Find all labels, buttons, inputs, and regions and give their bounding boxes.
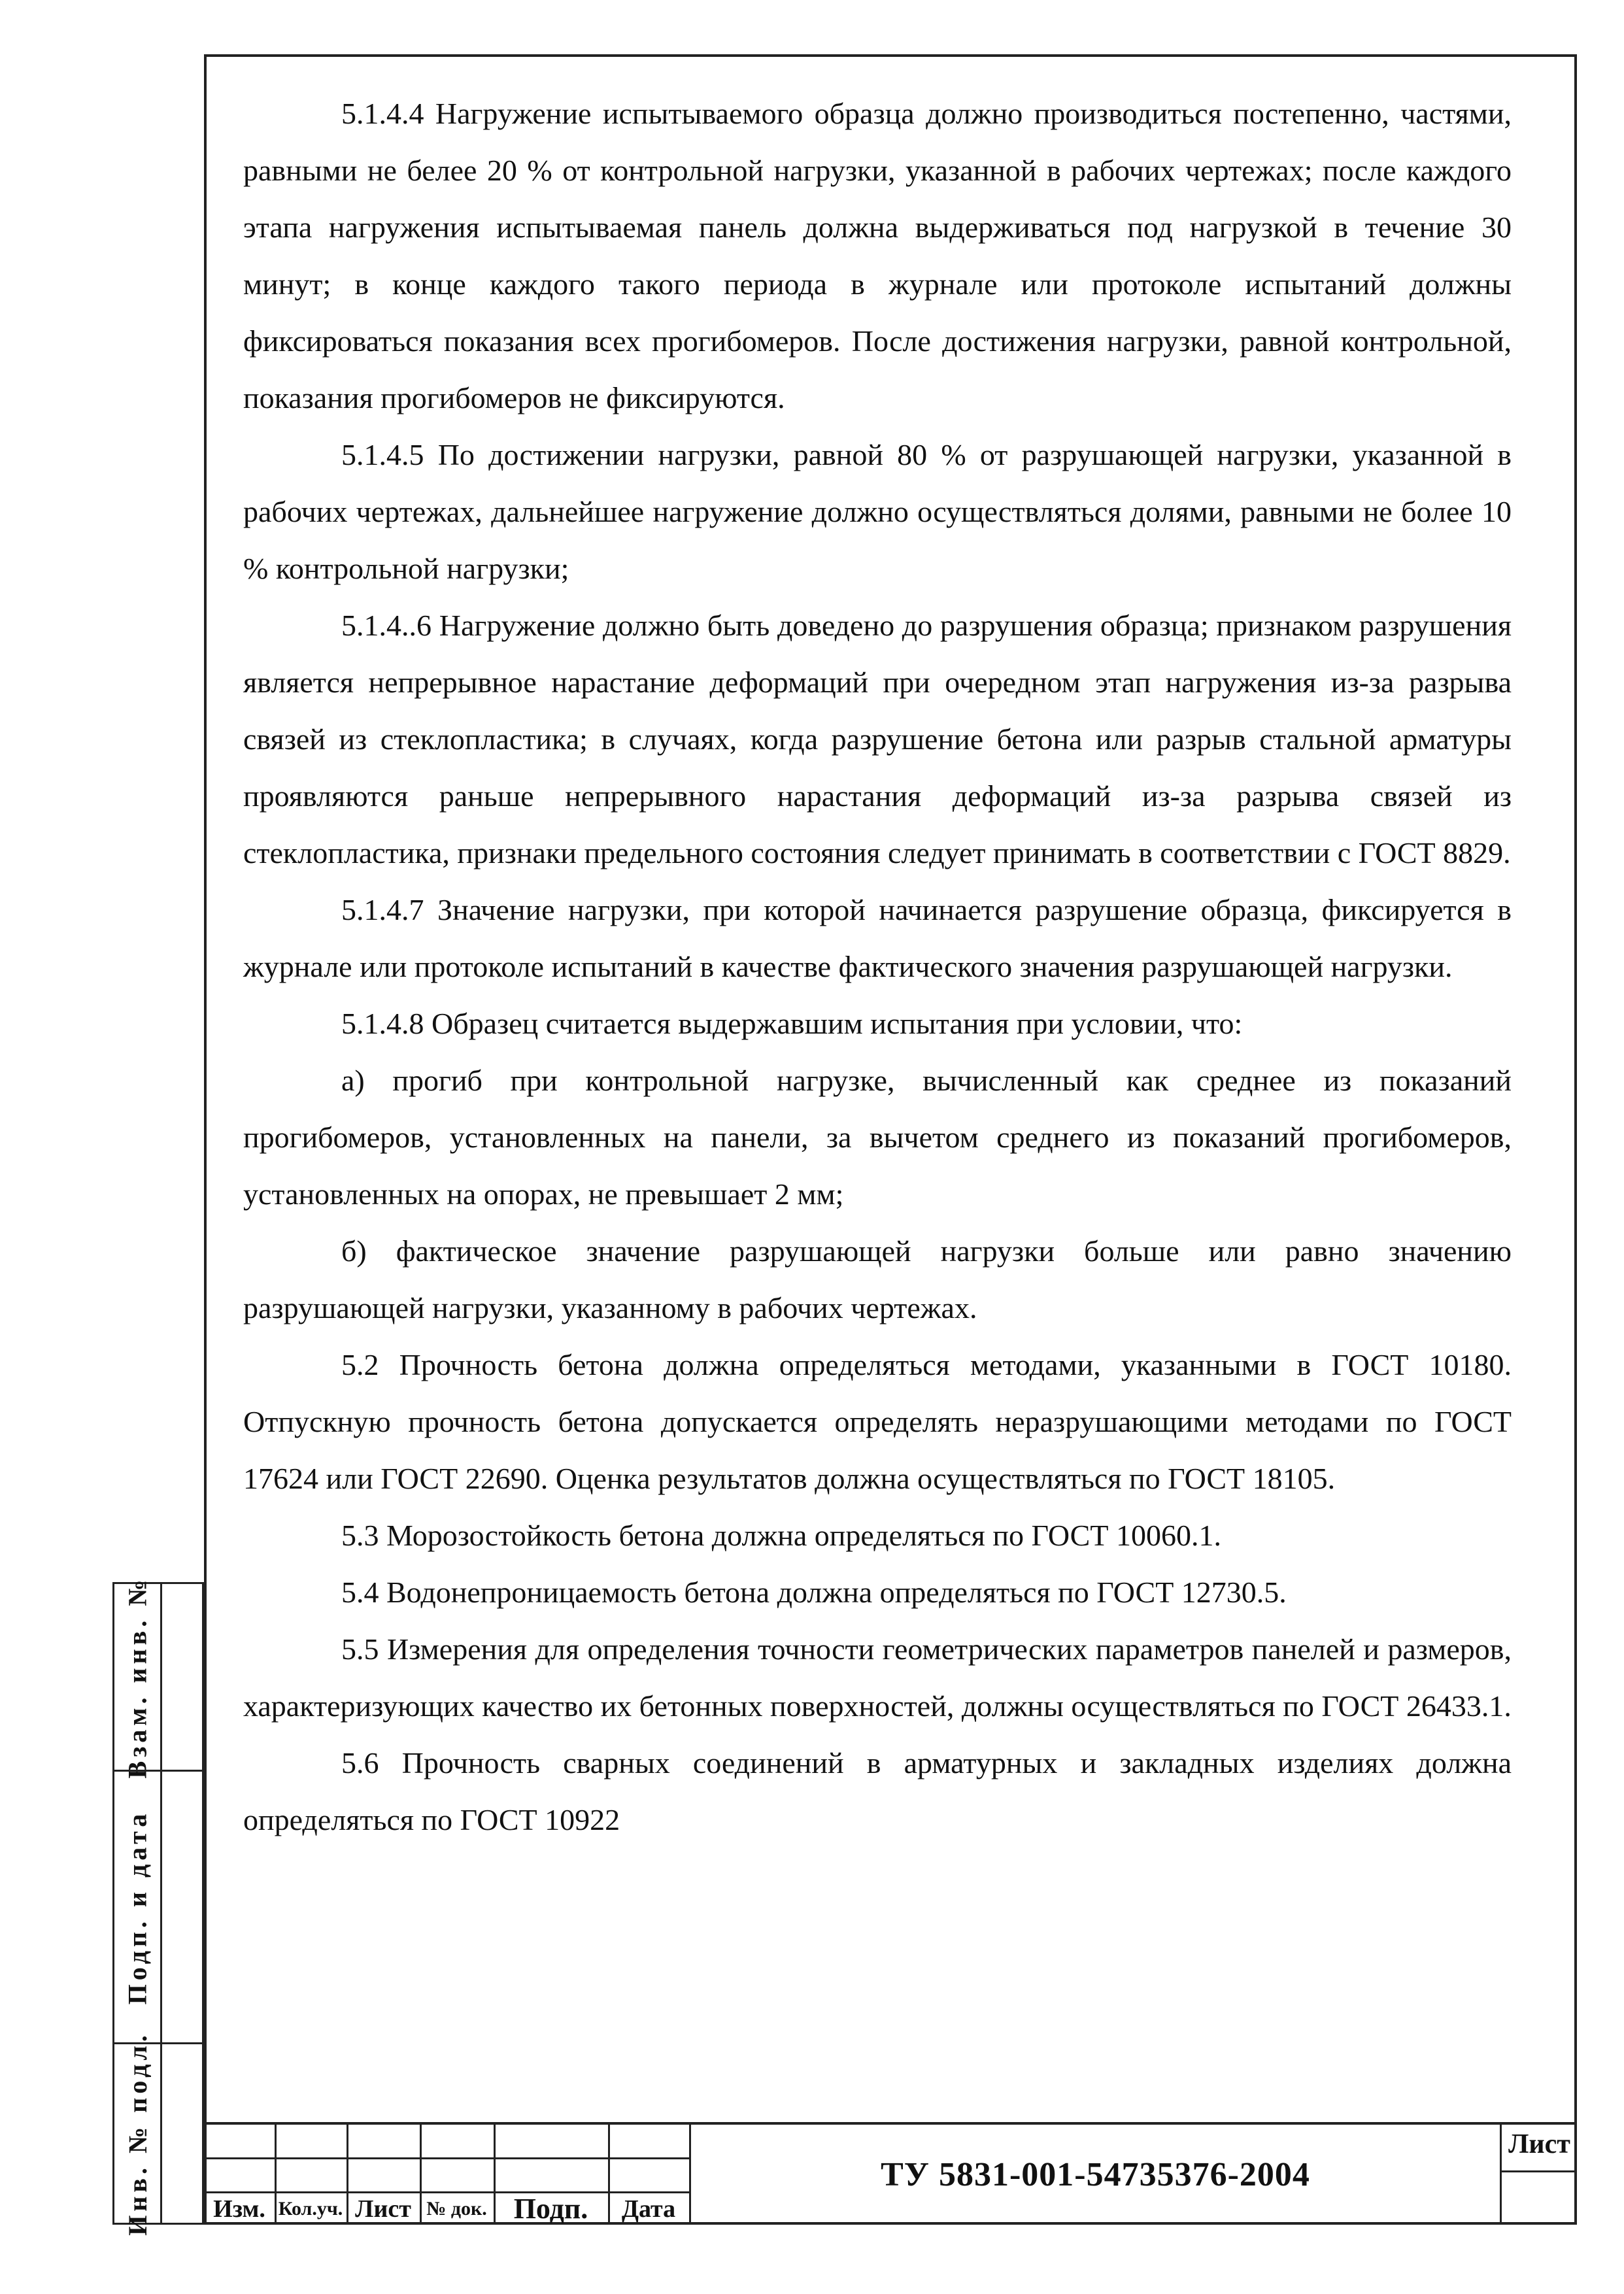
- stamp-label-vzam-inv: Взам. инв. №: [122, 1576, 152, 1778]
- col-izm: Изм.: [213, 2195, 265, 2223]
- paragraph-5-1-4-8: 5.1.4.8 Образец считается выдержавшим испытания при условии, что:: [341, 1007, 1243, 1040]
- paragraph-5-2: 5.2 Прочность бетона должна определяться методами, указанными в ГОСТ 10180. Отпускную прочность бетона допускается определять неразрушающими методами по ГОСТ 17624 или ГОСТ 22690. Оценка результатов должна осуществляться по ГОСТ 18105.: [243, 1348, 1512, 1495]
- paragraph-item-b: б) фактическое значение разрушающей нагрузки больше или равно значению разрушающей нагрузки, указанному в рабочих чертежах.: [243, 1234, 1512, 1324]
- stamp-label-podp-data: Подп. и дата: [122, 1810, 152, 2004]
- stamp-inv-podl: [112, 2031, 204, 2236]
- paragraph-5-1-4-4: 5.1.4.4 Нагружение испытываемого образца должно производиться постепенно, частями, равными не белее 20 % от контрольной нагрузки, указанной в рабочих чертежах; после каждого этапа нагружения испытываемая панель должна выдерживаться под нагрузкой в течение 30 минут; в конце каждого такого периода в журнале или протоколе испытаний должны фиксироваться показания всех прогибомеров. После достижения нагрузки, равной контрольной, показания прогибомеров не фиксируются.: [243, 97, 1512, 414]
- document-code: ТУ 5831-001-54735376-2004: [881, 2156, 1310, 2193]
- paragraph-5-6: 5.6 Прочность сварных соединений в арматурных и закладных изделиях должна определяться по ГОСТ 10922: [243, 1746, 1512, 1836]
- col-podp: Подп.: [513, 2193, 588, 2225]
- stamp-vzam-inv: [112, 1576, 204, 1778]
- title-block: [204, 2122, 1577, 2225]
- paragraph-5-3: 5.3 Морозостойкость бетона должна определяться по ГОСТ 10060.1.: [341, 1519, 1221, 1552]
- paragraph-5-1-4-6: 5.1.4..6 Нагружение должно быть доведено до разрушения образца; признаком разрушения является непрерывное нарастание деформаций при очередном этап нагружения из-за разрыва связей из стеклопластика; в случаях, когда разрушение бетона или разрыв стальной арматуры проявляются раньше непрерывного нарастания деформаций из-за разрыва связей из стеклопластика, признаки предельного состояния следует принимать в соответствии с ГОСТ 8829.: [243, 609, 1512, 869]
- sheet-label: Лист: [1508, 2129, 1570, 2159]
- revision-table: [204, 2125, 689, 2225]
- col-kol-uch: Кол.уч.: [278, 2197, 343, 2219]
- sheet-number-box: [1500, 2125, 1577, 2225]
- paragraph-5-4: 5.4 Водонепроницаемость бетона должна определяться по ГОСТ 12730.5.: [341, 1576, 1287, 1609]
- stamp-label-inv-podl: Инв. № подл.: [122, 2031, 152, 2236]
- paragraph-5-5: 5.5 Измерения для определения точности геометрических параметров панелей и размеров, характеризующих качество их бетонных поверхностей, должны осуществляться по ГОСТ 26433.1.: [243, 1632, 1512, 1723]
- col-list: Лист: [355, 2195, 411, 2223]
- paragraph-5-1-4-7: 5.1.4.7 Значение нагрузки, при которой начинается разрушение образца, фиксируется в журнале или протоколе испытаний в качестве фактического значения разрушающей нагрузки.: [243, 893, 1512, 983]
- paragraph-5-1-4-5: 5.1.4.5 По достижении нагрузки, равной 80 % от разрушающей нагрузки, указанной в рабочих чертежах, дальнейшее нагружение должно осуществляться долями, равными не более 10 % контрольной нагрузки;: [243, 438, 1512, 585]
- paragraph-item-a: а) прогиб при контрольной нагрузке, вычисленный как среднее из показаний прогибомеров, установленных на панели, за вычетом среднего из показаний прогибомеров, установленных на опорах, не превышает 2 мм;: [243, 1064, 1512, 1211]
- stamp-podp-data: [112, 1770, 204, 2044]
- col-data: Дата: [621, 2195, 676, 2223]
- col-n-dok: № док.: [426, 2197, 487, 2219]
- document-body: [243, 85, 1512, 1848]
